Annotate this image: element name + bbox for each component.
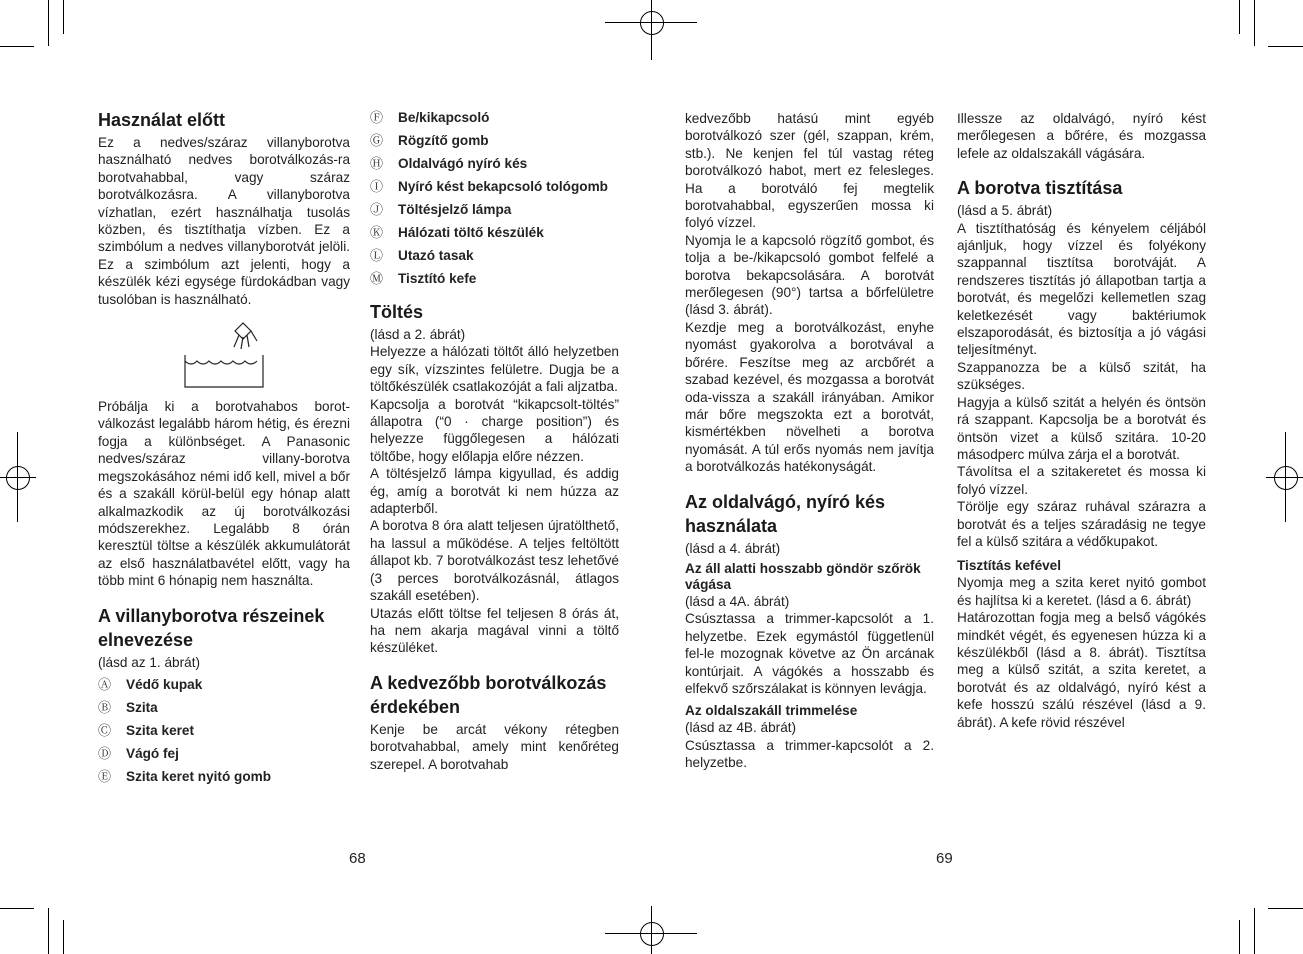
part-item-g: Ⓖ Rögzítő gomb: [370, 133, 489, 148]
subheading-long-hairs: Az áll alatti hosszabb göndör szőrök vágása: [685, 560, 921, 592]
part-item-k: Ⓚ Hálózati töltő készülék: [370, 225, 544, 240]
section-heading-charging: Töltés: [370, 302, 424, 322]
part-item-j: Ⓙ Töltésjelző lámpa: [370, 202, 512, 217]
column-4: [957, 110, 1206, 731]
part-item-e: Ⓔ Szita keret nyitó gomb: [98, 768, 272, 784]
long-hairs-reference: (lásd a 4A. ábrát): [685, 593, 790, 609]
section-heading-parts: A villanyborotva részeinek elnevezése: [98, 605, 325, 650]
paragraph-cleaning-1: A tisztíthatóság és kényelem céljából ajánljuk, hogy vízzel és folyékony szappannal tisztítsa borotváját. A rendszeres tisztítás jó állapotban tartja a borotvát, és megelőzi kellemetlen szag keletkezését vagy baktériumok elszaporodását, és biztosítja a jó vágási teljesítményt.: [957, 220, 1206, 358]
part-item-a: Ⓐ Védő kupak: [98, 676, 203, 692]
subheading-sideburns: Az oldalszakáll trimmelése: [685, 703, 858, 719]
paragraph-switch-on: Nyomja le a kapcsoló rögzítő gombot, és tolja a be-/kikapcsoló gombot felfelé a borotva bekapcsolására. A borotvát merőlegesen (90°) tartsa a bőrfelületre (lásd 3. ábrát).: [685, 232, 934, 318]
paragraph-cleaning-4: Távolítsa el a szitakeretet és mossa ki folyó vízzel.: [957, 464, 1206, 497]
charging-reference: (lásd a 2. ábrát): [370, 327, 466, 342]
shower-symbol-icon: [98, 312, 350, 394]
paragraph-sideburns: Csúsztassa a trimmer-kapcsolót a 2. helyzetbe.: [685, 737, 934, 771]
paragraph-brush-2: Határozottan fogja meg a belső vágókés mindkét végét, és egyenesen húzza ki a készülékből (lásd a 8. ábrát). Tisztítsa meg a külső szitát, a szita keretet, a borotvát és az oldalvágó, nyíró kést a kefe hosszú szálú részével (lásd a 9. ábrát). A kefe rövid részével: [957, 610, 1206, 730]
paragraph-charging-3: A töltésjelző lámpa kigyullad, és addig ég, amíg a borotvát ki nem húzza az adapterből.: [370, 466, 619, 517]
column-2: [370, 110, 619, 773]
page-number-right: 69: [936, 850, 953, 867]
paragraph-start-shaving: Kezdje meg a borotválkozást, enyhe nyomást gyakorolva a borotvával a bőrére. Feszítse meg az arcbőrét a szabad kezével, és mozgassa a borotvát oda-vissza a szakáll irányában. Amikor már bőre megszokta ezt a borotvát, kismértékben növelheti a borotva nyomását. A túl erős nyomás nem javítja a borotválkozás hatékonyságát.: [685, 319, 934, 475]
paragraph-better-shave: Kenje be arcát vékony rétegben borotvahabbal, amely mint kenőréteg szerepel. A borotvahab: [370, 721, 619, 772]
part-item-l: Ⓛ Utazó tasak: [370, 248, 474, 263]
paragraph-charging-4: A borotva 8 óra alatt teljesen újratölthető, ha lassul a működése. A teljes feltöltött állapot kb. 7 borotválkozást tesz lehetővé (3 perces borotválkozásnál, átlagos szakáll esetében).: [370, 518, 619, 604]
paragraph-cleaning-3: Hagyja a külső szitát a helyén és öntsön rá szappant. Kapcsolja be a borotvát és öntsön vizet a külső szitára. 10-20 másodperc múlva zárja el a borotvát.: [957, 394, 1206, 462]
paragraph-long-hairs: Csúsztassa a trimmer-kapcsolót a 1. helyzetbe. Ezek egymástól függetlenül fel-le mozognak követve az Ön arcának kontúrjait. A vágókés a hosszabb és elfekvő szőrszálakat is könnyen levágja.: [685, 611, 934, 696]
paragraph-foam-continued: kedvezőbb hatású mint egyéb borotválkozó szer (gél, szappan, krém, stb.). Ne kenjen fel túl vastag réteg borotválkozó habot, mert ez felesleges. Ha a borotváló fej megtelik borotvahabbal, egyszerűen mossa ki folyó vízzel.: [685, 111, 934, 231]
paragraph-charging-1: Helyezze a hálózati töltőt álló helyzetben egy sík, vízszintes felületre. Dugja be a töltőkészülék csatlakozóját a fali aljzatba.: [370, 344, 619, 395]
part-item-b: Ⓑ Szita: [98, 699, 158, 715]
sideburns-reference: (lásd az 4B. ábrát): [685, 720, 797, 736]
subheading-brush-cleaning: Tisztítás kefével: [957, 558, 1062, 574]
paragraph-brush-1: Nyomja meg a szita keret nyitó gombot és hajlítsa ki a keretet. (lásd a 6. ábrát): [957, 575, 1206, 608]
parts-reference: (lásd az 1. ábrát): [98, 654, 200, 670]
part-item-m: Ⓜ Tisztító kefe: [370, 271, 477, 286]
part-item-i: Ⓘ Nyíró kést bekapcsoló tológomb: [370, 179, 608, 194]
paragraph-charging-2: Kapcsolja a borotvát “kikapcsolt-töltés” állapotra (“0 · charge position”) és helyezze függőlegesen a hálózati töltőbe, hogy előlapja előre nézzen.: [370, 396, 619, 464]
side-trimmer-reference: (lásd a 4. ábrát): [685, 540, 781, 556]
paragraph-try-foam: Próbálja ki a borotvahabos borot-válkozást legalább három hétig, és érezni fogja a különbséget. A Panasonic nedves/száraz villany-borotva megszokásához némi idő kell, mivel a bőr és a szakáll körül-belül egy hónap alatt alkalmazkodik az új borotválkozási módszerekhez. Legalább 8 órán keresztül töltse a készülék akkumulátorát az első használatbavétel előtt, vagy ha több mint 6 hónapig nem használta.: [98, 399, 350, 589]
section-heading-better-shave: A kedvezőbb borotválkozás érdekében: [370, 672, 607, 717]
column-3: [685, 110, 934, 772]
paragraph-apply-trimmer: Illessze az oldalvágó, nyíró kést merőlegesen a bőrére, és mozgassa lefele az oldalszakáll vágására.: [957, 111, 1206, 161]
section-heading-before-use: Használat előtt: [98, 110, 226, 130]
part-item-f: Ⓕ Be/kikapcsoló: [370, 110, 490, 125]
paragraph-charging-5: Utazás előtt töltse fel teljesen 8 órás át, ha nem akarja magával vinni a töltő készüléket.: [370, 605, 619, 656]
paragraph-cleaning-5: Törölje egy száraz ruhával szárazra a borotvát és a teljes száradásig ne tegye fel a külső szitára a védőkupakot.: [957, 499, 1206, 549]
paragraph-cleaning-2: Szappanozza be a külső szitát, ha szükséges.: [957, 359, 1206, 393]
column-1: [98, 108, 350, 792]
part-item-h: Ⓗ Oldalvágó nyíró kés: [370, 156, 528, 171]
section-heading-side-trimmer: Az oldalvágó, nyíró kés használata: [685, 491, 886, 536]
cleaning-reference: (lásd a 5. ábrát): [957, 203, 1053, 219]
page-number-left: 68: [349, 850, 366, 867]
part-item-c: Ⓒ Szita keret: [98, 722, 195, 738]
part-item-d: Ⓓ Vágó fej: [98, 745, 179, 761]
section-heading-cleaning: A borotva tisztítása: [957, 178, 1123, 199]
paragraph-intro: Ez a nedves/száraz villanyborotva használható nedves borotválkozás-ra borotvahabbal, vagy száraz borotválkozásra. A villanyborotva vízhatlan, ezért használhatja tusolás közben, és tisztíthatja vízben. Ez a szimbólum a nedves villanyborotvát jelöli. Ez a szimbólum azt jelenti, hogy a készülék kézi egysége fürdokádban vagy tusolóban is használható.: [98, 135, 350, 307]
